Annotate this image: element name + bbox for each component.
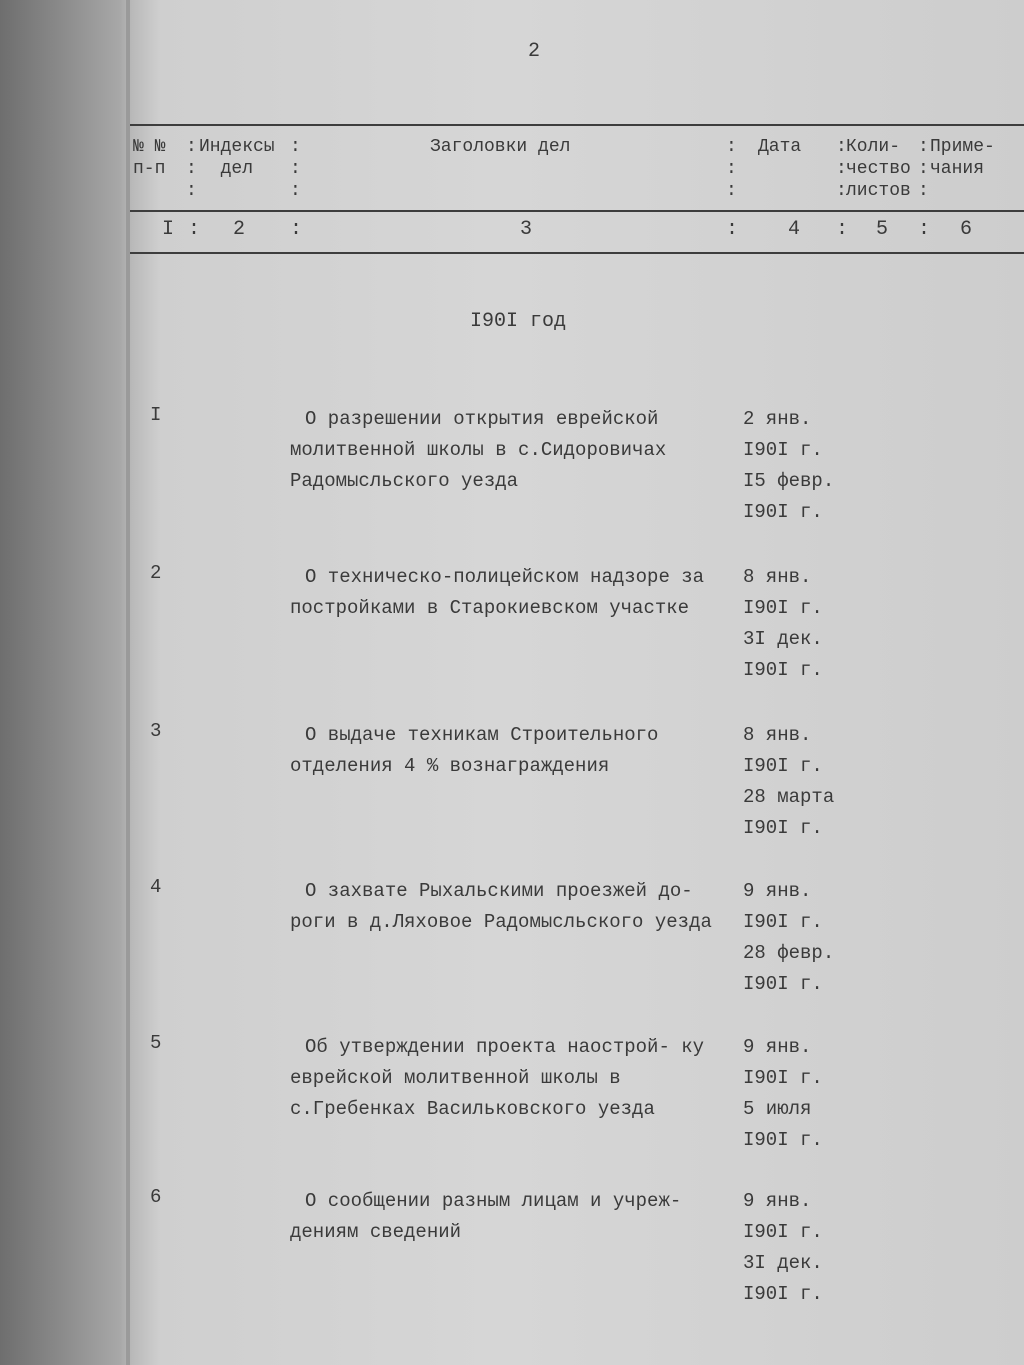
- list-item: [0, 404, 1024, 534]
- entry-date-line: I90I г.: [743, 1067, 823, 1089]
- entry-date-line: 9 янв.: [743, 1036, 812, 1058]
- entry-number: 6: [150, 1186, 162, 1208]
- entry-date-line: 9 янв.: [743, 880, 812, 902]
- entry-title: О техническо-полицейском надзоре за постройками в Старокиевском участке: [290, 566, 705, 619]
- entry-date-line: 28 февр.: [743, 942, 835, 964]
- entry-dates: [743, 1186, 823, 1310]
- column-number: I: [162, 218, 175, 241]
- entry-title: О выдаче техникам Строительного отделения 4 % вознаграждения: [290, 724, 659, 777]
- entry-date-line: 3I дек.: [743, 628, 823, 650]
- header-col-date: Дата: [758, 137, 802, 157]
- column-number: 3: [520, 218, 533, 241]
- header-col-titles: Заголовки дел: [430, 137, 571, 157]
- column-number: 5: [876, 218, 889, 241]
- entry-date-line: 5 июля: [743, 1098, 812, 1120]
- page-number: 2: [528, 40, 541, 63]
- entry-date-line: I90I г.: [743, 439, 823, 461]
- entry-dates: [743, 720, 834, 844]
- entry-number: 2: [150, 562, 162, 584]
- entry-date-line: 28 марта: [743, 786, 835, 808]
- entry-date-line: I90I г.: [743, 1283, 823, 1305]
- entry-title: Об утверждении проекта наострой- ку еврейской молитвенной школы в с.Гребенках Васильковского уезда: [290, 1036, 705, 1120]
- entry-date-line: I90I г.: [743, 973, 823, 995]
- entry-date-line: 8 янв.: [743, 724, 812, 746]
- header-rule: [130, 210, 1024, 212]
- entry-title: О разрешении открытия еврейской молитвенной школы в с.Сидоровичах Радомысльского уезда: [290, 408, 667, 492]
- entry-number: 5: [150, 1032, 162, 1054]
- column-number: 4: [788, 218, 801, 241]
- entry-number: I: [150, 404, 162, 426]
- header-col-number: № № п-п: [133, 137, 166, 179]
- list-item: [0, 1032, 1024, 1162]
- column-number: 6: [960, 218, 973, 241]
- list-item: [0, 876, 1024, 1006]
- entry-date-line: I90I г.: [743, 597, 823, 619]
- entry-dates: [743, 1032, 823, 1156]
- entry-date-line: I90I г.: [743, 1221, 823, 1243]
- entry-dates: [743, 404, 834, 528]
- list-item: [0, 562, 1024, 692]
- list-item: [0, 720, 1024, 850]
- entry-date-line: I90I г.: [743, 501, 823, 523]
- header-col-notes: Приме- чания: [930, 137, 995, 179]
- entry-date-line: I5 февр.: [743, 470, 835, 492]
- header-col-sheets: Коли- чество листов: [846, 137, 911, 201]
- entry-date-line: I90I г.: [743, 659, 823, 681]
- entry-date-line: 3I дек.: [743, 1252, 823, 1274]
- column-number: 2: [233, 218, 246, 241]
- entry-dates: [743, 876, 834, 1000]
- entry-number: 4: [150, 876, 162, 898]
- entry-date-line: 9 янв.: [743, 1190, 812, 1212]
- entry-date-line: I90I г.: [743, 755, 823, 777]
- year-heading: I90I год: [470, 310, 567, 333]
- entry-dates: [743, 562, 823, 686]
- entry-date-line: 8 янв.: [743, 566, 812, 588]
- list-item: [0, 1186, 1024, 1316]
- column-numbers-rule: [130, 252, 1024, 254]
- entry-title: О захвате Рыхальскими проезжей до- роги в д.Ляховое Радомысльского уезда: [290, 880, 712, 933]
- entry-date-line: I90I г.: [743, 1129, 823, 1151]
- entry-date-line: 2 янв.: [743, 408, 812, 430]
- entry-number: 3: [150, 720, 162, 742]
- entry-date-line: I90I г.: [743, 911, 823, 933]
- entry-date-line: I90I г.: [743, 817, 823, 839]
- entry-title: О сообщении разным лицам и учреж- дениям сведений: [290, 1190, 682, 1243]
- header-col-index: Индексы дел: [199, 137, 275, 179]
- table-top-rule: [130, 124, 1024, 126]
